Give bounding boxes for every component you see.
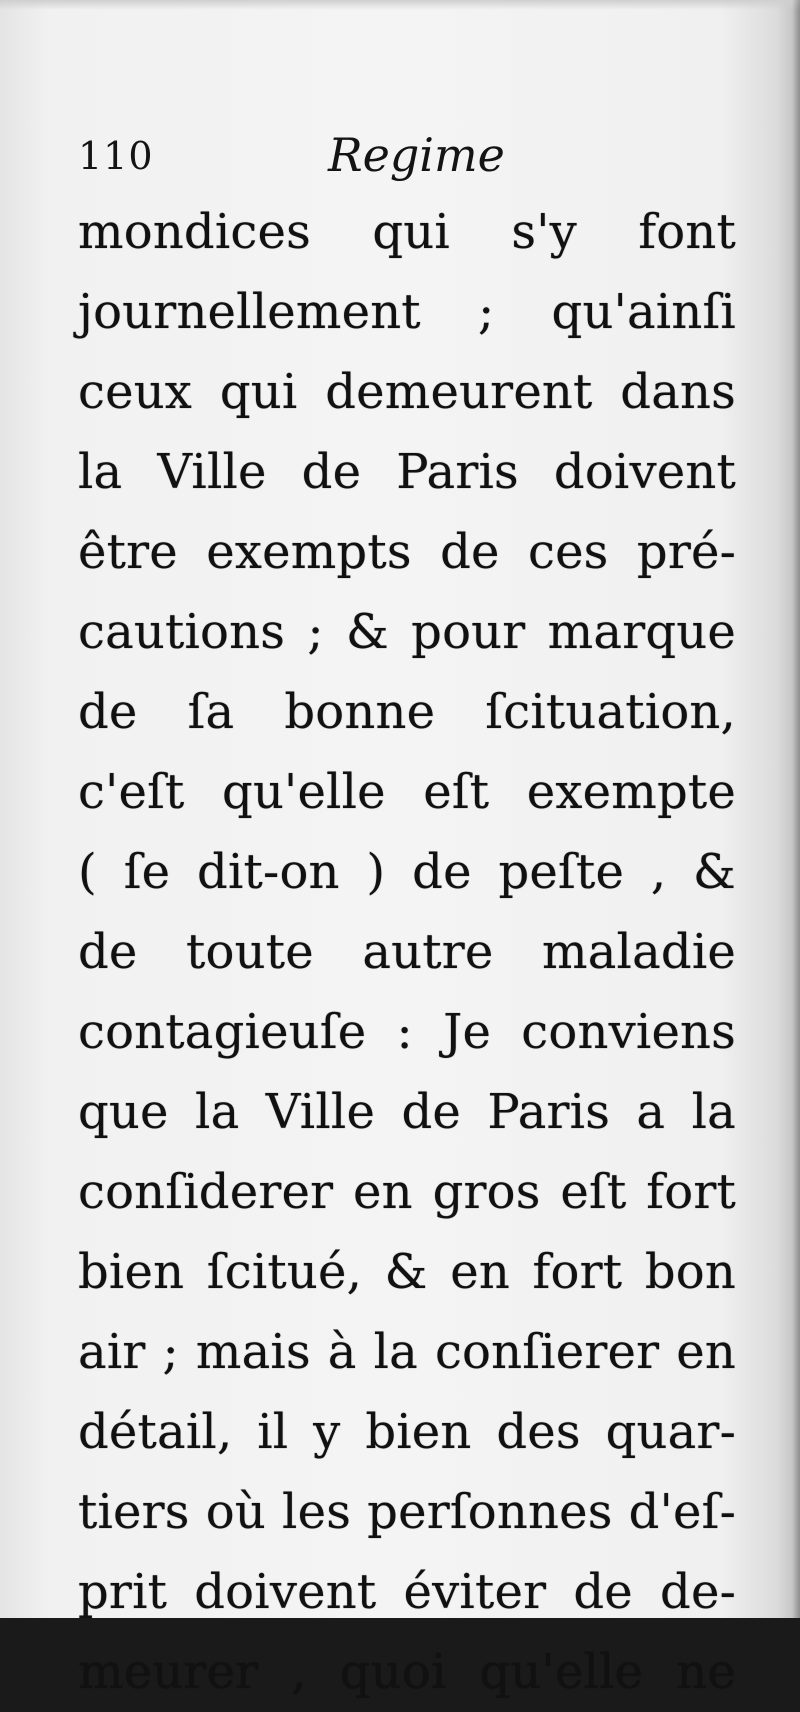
text-line: être exempts de ces pré-	[78, 524, 736, 580]
page-header	[78, 128, 738, 190]
text-line: conſiderer en gros eſt fort	[78, 1164, 736, 1220]
text-line: prit doivent éviter de de-	[78, 1564, 736, 1620]
text-line: cautions ; & pour marque	[78, 604, 736, 660]
page-right-shadow	[792, 0, 800, 1618]
text-line: de toute autre maladie	[78, 924, 736, 980]
text-line: air ; mais à la conſierer en	[78, 1324, 736, 1380]
text-line: c'eſt qu'elle eſt exempte	[78, 764, 736, 820]
running-head: Regime	[328, 128, 505, 182]
text-line: tiers où les perſonnes d'eſ-	[78, 1484, 736, 1540]
page-number: 110	[78, 134, 154, 178]
text-line: bien ſcitué, & en fort bon	[78, 1244, 736, 1300]
text-line: détail, il y bien des quar-	[78, 1404, 736, 1460]
text-line: la Ville de Paris doivent	[78, 444, 736, 500]
text-line: contagieuſe : Je conviens	[78, 1004, 736, 1060]
text-line: mondices qui s'y font	[78, 204, 736, 260]
text-line: ceux qui demeurent dans	[78, 364, 736, 420]
text-line: ( ſe dit-on ) de peſte , &	[78, 844, 736, 900]
text-line: journellement ; qu'ainſi	[78, 284, 736, 340]
page-top-shadow	[0, 0, 800, 10]
body-text	[78, 192, 736, 1712]
text-line: de ſa bonne ſcituation,	[78, 684, 736, 740]
text-line: meurer , quoi qu'elle ne	[78, 1644, 736, 1700]
text-line: que la Ville de Paris a la	[78, 1084, 736, 1140]
